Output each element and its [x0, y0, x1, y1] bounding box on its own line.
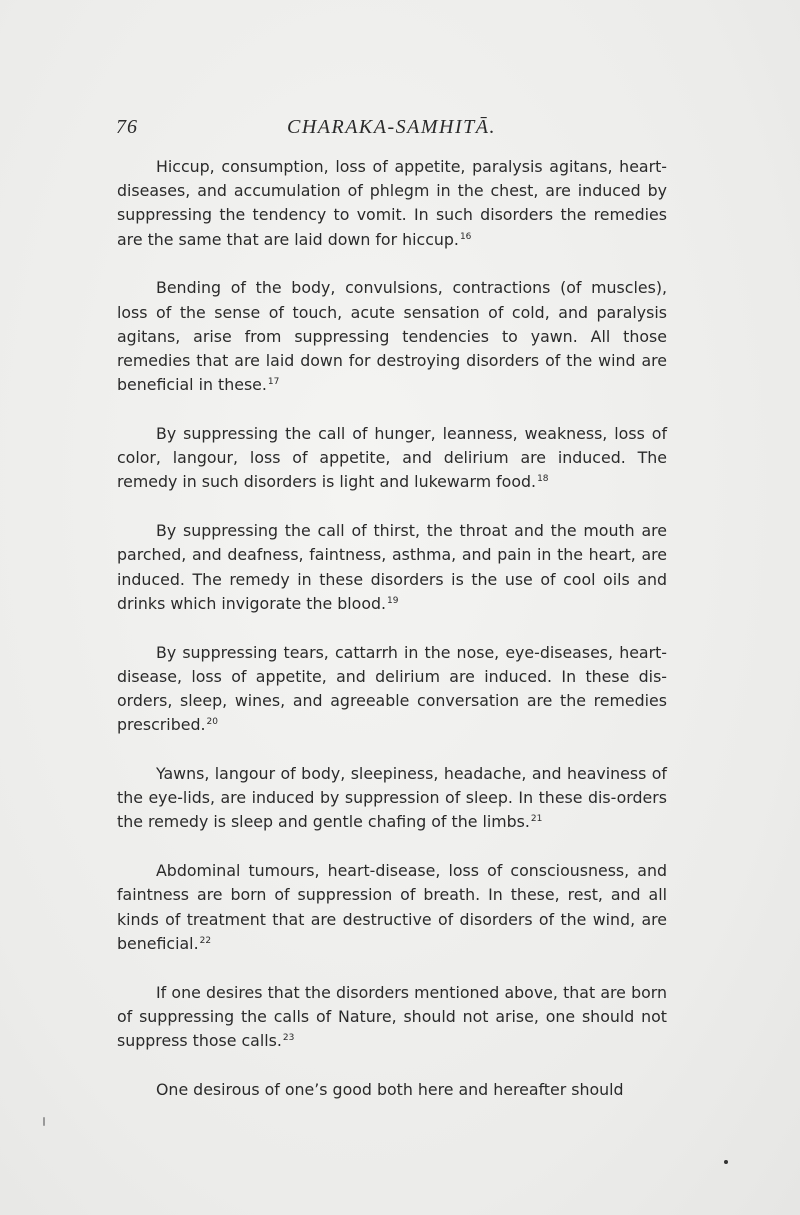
page-number: 76	[116, 116, 138, 138]
paragraph-text: One desirous of one’s good both here and hereafter should	[156, 1079, 624, 1099]
paragraph-text: By suppressing tears, cattarrh in the nose, eye-diseases, heart-disease, loss of appetite, and delirium are induced. In these dis-orders, sleep, wines, and agreeable conversation are the remedies prescribed.	[117, 642, 667, 735]
paragraph-vomit	[117, 155, 667, 252]
footnote-marker: 19	[387, 595, 399, 606]
paragraph-text: Yawns, langour of body, sleepiness, headache, and heaviness of the eye-lids, are induced by suppression of sleep. In these dis-orders the remedy is sleep and gentle chafing of the limbs.	[117, 764, 667, 832]
paragraph-text: Hiccup, consumption, loss of appetite, paralysis agitans, heart-diseases, and accumulation of phlegm in the chest, are induced by suppressing the tendency to vomit. In such disorders the remedies are the same that are laid down for hiccup.	[117, 157, 667, 249]
paragraph-tears	[117, 641, 667, 738]
paragraph-text: By suppressing the call of thirst, the throat and the mouth are parched, and deafness, faintness, asthma, and pain in the heart, are induced. The remedy in these disorders is the use of cool oils and drinks which invigorate the blood.	[117, 521, 667, 613]
body-text	[117, 155, 667, 1127]
footnote-marker: 17	[267, 377, 280, 388]
paragraph-hunger	[117, 422, 667, 495]
paragraph-text: Abdominal tumours, heart-disease, loss of consciousness, and faintness are born of suppression of breath. In these, rest, and all kinds of treatment that are destructive of disorders of the wind, are beneficial.	[117, 861, 667, 953]
paragraph-continued	[117, 1078, 667, 1102]
footnote-marker: 20	[206, 717, 218, 728]
paragraph-nature	[117, 981, 667, 1054]
paragraph-yawn	[117, 276, 667, 397]
paragraph-sleep	[117, 762, 667, 835]
paragraph-text: By suppressing the call of hunger, leanness, weakness, loss of color, langour, loss of appetite, and delirium are induced. The remedy in such disorders is light and lukewarm food.	[117, 424, 667, 492]
footnote-marker: 22	[199, 935, 212, 946]
footnote-marker: 18	[537, 474, 549, 485]
footnote-marker: 21	[530, 814, 543, 825]
ink-mark	[43, 1117, 45, 1126]
footnote-marker: 23	[282, 1033, 295, 1044]
paragraph-text: Bending of the body, convulsions, contractions (of muscles), loss of the sense of touch, acute sensation of cold, and paralysis agitans, arise from suppressing tendencies to yawn. All those remedies that are laid down for destroying disorders of the wind are beneficial in these.	[117, 278, 667, 395]
ink-speck	[724, 1160, 728, 1164]
running-title: CHARAKA-SAMHITĀ.	[287, 116, 496, 138]
page-header	[116, 116, 666, 146]
footnote-marker: 16	[459, 231, 472, 242]
paragraph-text: If one desires that the disorders mentioned above, that are born of suppressing the calls of Nature, should not arise, one should not suppress those calls.	[117, 982, 667, 1051]
paragraph-breath	[117, 859, 667, 956]
paragraph-thirst	[117, 519, 667, 616]
